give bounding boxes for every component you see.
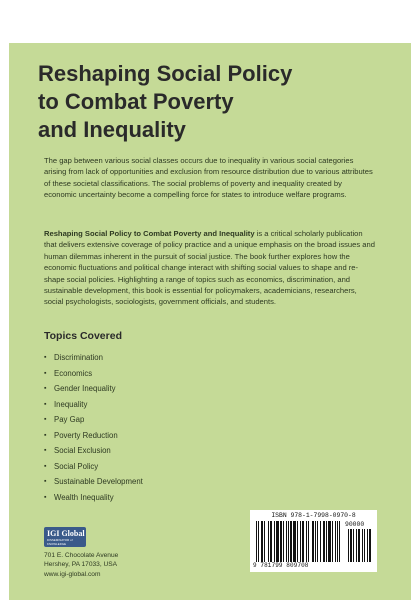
barcode-bar	[293, 521, 296, 562]
book-title	[38, 60, 368, 144]
barcode-bar	[264, 521, 265, 562]
publisher-logo	[44, 527, 86, 547]
barcode-bar	[283, 521, 284, 562]
barcode-bar	[362, 529, 363, 562]
barcode-bar	[288, 521, 289, 562]
publisher-address	[44, 551, 118, 579]
topic-item	[44, 443, 143, 459]
description-book-title: Reshaping Social Policy to Combat Poverty and Inequality	[44, 229, 255, 238]
bullet-icon: ▪	[44, 385, 47, 393]
barcode-bar	[356, 529, 357, 562]
bullet-icon: ▪	[44, 354, 47, 362]
topic-label: Discrimination	[54, 353, 103, 363]
barcode-bar	[353, 529, 354, 562]
topic-label: Economics	[54, 368, 93, 378]
barcode-digits: 9 781799 809708	[253, 562, 309, 569]
barcode-bar	[280, 521, 282, 562]
barcode-bar	[358, 529, 360, 562]
topics-list	[44, 350, 143, 505]
barcode-supplement-bars	[348, 529, 372, 562]
bullet-icon: ▪	[44, 431, 47, 439]
topic-item	[44, 428, 143, 444]
barcode-bar	[332, 521, 333, 562]
topic-item	[44, 474, 143, 490]
barcode-bar	[320, 521, 321, 562]
topic-item	[44, 490, 143, 506]
bullet-icon: ▪	[44, 400, 47, 408]
topic-label: Pay Gap	[54, 415, 85, 425]
topic-item	[44, 350, 143, 366]
title-line-2: to Combat Poverty	[38, 89, 234, 114]
intro-paragraph: The gap between various social classes occurs due to inequality in various social categories arising from lack of opportunities and exclusion from resource distribution due to various attributes of these societal classifications. The social problems of poverty and inequality created by economic uncertainty become a compelling force for states to introduce welfare programs.	[44, 156, 373, 200]
address-city: Hershey, PA 17033, USA	[44, 561, 118, 569]
bullet-icon: ▪	[44, 478, 47, 486]
topic-label: Inequality	[54, 399, 88, 409]
description-text: is a critical scholarly publication that delivers extensive coverage of policy practice and a unique emphasis on the broad issues and human dilemmas inherent in the pursuit of social justice. The book further explores how the economic fluctuations and political change interact with shifting social values to shape and re-shape social policies. Highlighting a range of topics such as economics, discrimination, and sustainable development, this book is essential for policymakers, academicians, researchers, social psychologists, sociologists, government officials, and students.	[44, 229, 375, 307]
barcode-bar	[290, 521, 292, 562]
barcode-bar	[348, 529, 349, 562]
topic-label: Gender Inequality	[54, 384, 116, 394]
barcode-bar	[297, 521, 298, 562]
barcode-bar	[286, 521, 287, 562]
topic-item	[44, 397, 143, 413]
barcode-bar	[276, 521, 279, 562]
topic-label: Poverty Reduction	[54, 430, 118, 440]
title-line-1: Reshaping Social Policy	[38, 61, 293, 86]
bullet-icon: ▪	[44, 369, 47, 377]
barcode-bar	[256, 521, 257, 562]
barcode-bar	[258, 521, 259, 562]
bullet-icon: ▪	[44, 493, 47, 501]
barcode-bar	[274, 521, 275, 562]
barcode-bar	[300, 521, 301, 562]
barcode-bar	[335, 521, 336, 562]
publisher-website: www.igi-global.com	[44, 570, 101, 578]
topic-item	[44, 381, 143, 397]
barcode-bar	[308, 521, 309, 562]
description-paragraph	[44, 228, 376, 308]
barcode-bar	[302, 521, 304, 562]
bullet-icon: ▪	[44, 447, 47, 455]
barcode-bar	[364, 529, 365, 562]
topics-heading: Topics Covered	[44, 330, 122, 342]
title-line-3: and Inequality	[38, 117, 186, 142]
barcode-bar	[367, 529, 368, 562]
barcode-bar	[350, 529, 352, 562]
logo-wordmark: IGI Global	[47, 528, 85, 538]
barcode-supplement-code: 90000	[345, 521, 365, 528]
topic-item	[44, 366, 143, 382]
isbn-barcode	[250, 510, 377, 572]
barcode-main-bars	[256, 521, 342, 562]
topic-item	[44, 459, 143, 475]
barcode-bar	[369, 529, 371, 562]
barcode-bar	[339, 521, 340, 562]
barcode-bar	[306, 521, 307, 562]
barcode-bar	[326, 521, 327, 562]
barcode-bar	[317, 521, 318, 562]
barcode-bar	[270, 521, 272, 562]
barcode-bar	[268, 521, 269, 562]
topic-label: Social Exclusion	[54, 446, 111, 456]
bullet-icon: ▪	[44, 462, 47, 470]
barcode-bar	[328, 521, 331, 562]
topic-label: Wealth Inequality	[54, 492, 114, 502]
barcode-bar	[261, 521, 263, 562]
topic-label: Sustainable Development	[54, 477, 143, 487]
isbn-text: ISBN 978-1-7998-0970-8	[271, 512, 356, 519]
address-street: 701 E. Chocolate Avenue	[44, 552, 119, 559]
topic-label: Social Policy	[54, 461, 99, 471]
barcode-bar	[312, 521, 314, 562]
barcode-bar	[315, 521, 316, 562]
bullet-icon: ▪	[44, 416, 47, 424]
barcode-bar	[337, 521, 338, 562]
barcode-bar	[323, 521, 325, 562]
topic-item	[44, 412, 143, 428]
logo-tagline: DISSEMINATOR of KNOWLEDGE	[47, 537, 73, 546]
